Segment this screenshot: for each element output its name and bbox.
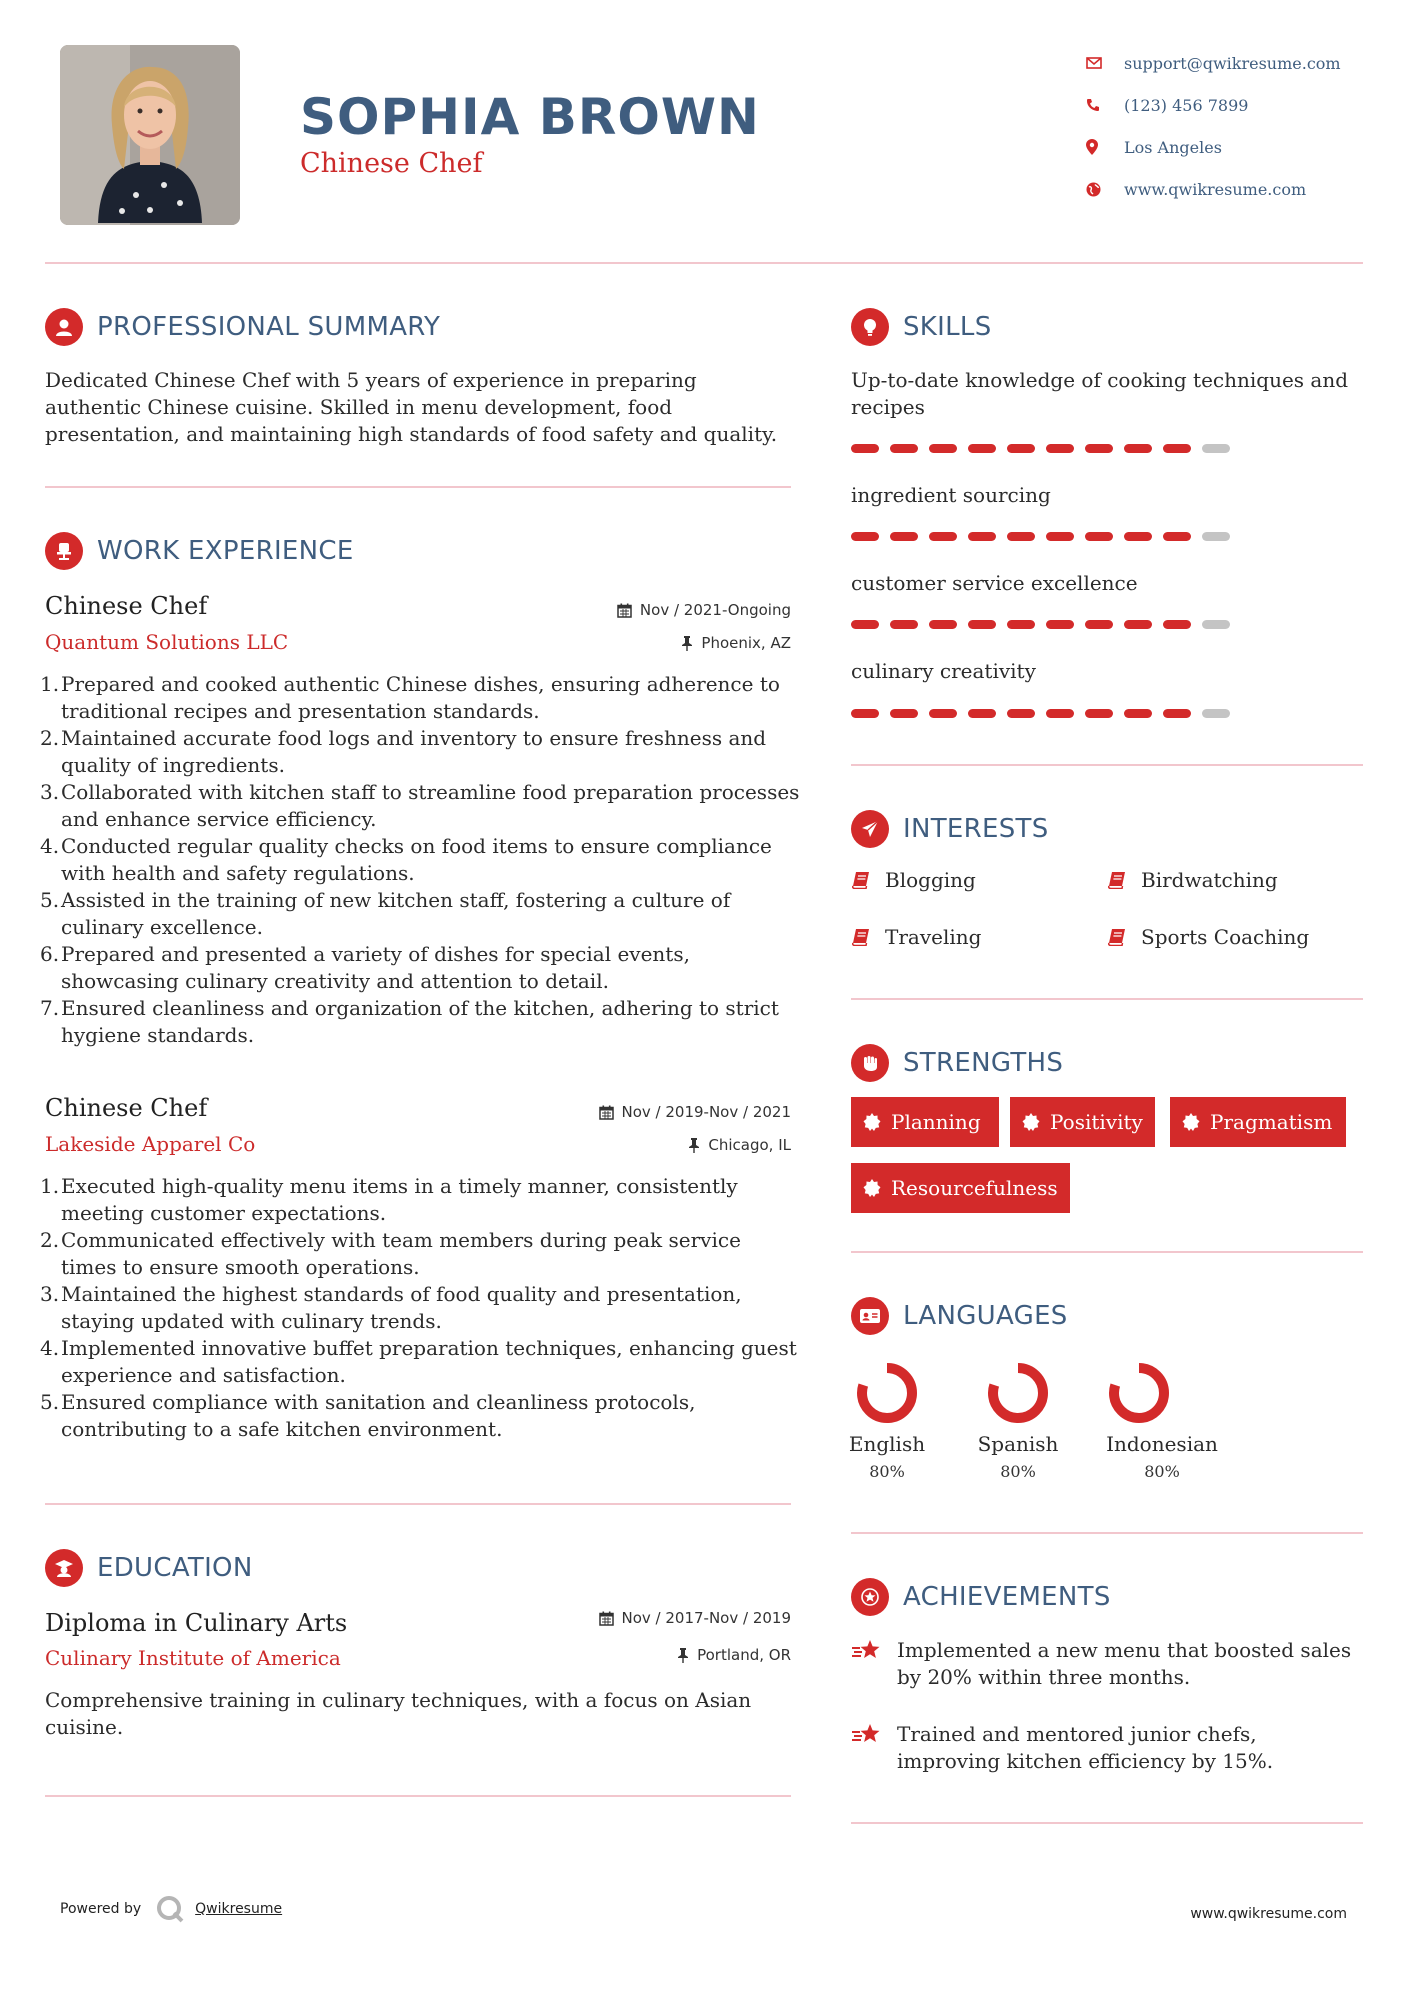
- languages-heading: [851, 1297, 1068, 1335]
- rating-dash-filled: [1163, 444, 1191, 453]
- interest-item: Birdwatching: [1107, 868, 1278, 892]
- contact-location-text: Los Angeles: [1124, 137, 1222, 157]
- list-item: 1. Prepared and cooked authentic Chinese dishes, ensuring adherence to traditional recipes and presentation standards.: [40, 672, 780, 723]
- powered-by-text: Powered by: [60, 1901, 142, 1917]
- rating-dash-filled: [1046, 620, 1074, 629]
- experience-title: WORK EXPERIENCE: [97, 536, 354, 566]
- list-item: 2. Maintained accurate food logs and inventory to ensure freshness and quality of ingredients.: [40, 726, 767, 777]
- skill-1-label: Up-to-date knowledge of cooking techniques and recipes: [851, 368, 1349, 419]
- list-item: 2. Communicated effectively with team members during peak service times to ensure smooth operations.: [40, 1228, 741, 1279]
- location-pin-icon: [1086, 139, 1124, 155]
- badge-icon: [1022, 1113, 1040, 1131]
- strengths-divider: [851, 1251, 1363, 1253]
- language-percent: 80%: [1000, 1462, 1036, 1481]
- interests-title: INTERESTS: [903, 814, 1049, 844]
- rating-dash-filled: [1085, 444, 1113, 453]
- contact-location: [1086, 126, 1406, 168]
- badge-icon: [1182, 1113, 1200, 1131]
- language-item: [845, 1362, 929, 1481]
- rating-dash-filled: [1124, 444, 1152, 453]
- list-item: 7. Ensured cleanliness and organization of the kitchen, adhering to strict hygiene standards.: [40, 996, 779, 1047]
- achievement-item: Implemented a new menu that boosted sales by 20% within three months.: [851, 1637, 1363, 1691]
- paper-plane-icon: [851, 810, 889, 848]
- job-1-company: Quantum Solutions LLC: [45, 630, 289, 654]
- rating-dash-filled: [929, 532, 957, 541]
- contact-email[interactable]: [1086, 42, 1406, 84]
- language-percent: 80%: [1144, 1462, 1180, 1481]
- interests-divider: [851, 998, 1363, 1000]
- rating-dash-filled: [1163, 532, 1191, 541]
- achievements-title: ACHIEVEMENTS: [903, 1582, 1111, 1612]
- calendar-icon: [617, 603, 632, 618]
- rating-dash-filled: [1124, 620, 1152, 629]
- qwikresume-link[interactable]: Qwikresume: [195, 1901, 283, 1917]
- rating-dash-filled: [929, 620, 957, 629]
- rating-dash-empty: [1202, 620, 1230, 629]
- summary-heading: [45, 308, 440, 346]
- job-1-title: Chinese Chef: [45, 592, 208, 620]
- rating-dash-filled: [1085, 620, 1113, 629]
- rating-dash-filled: [968, 620, 996, 629]
- book-icon: [851, 871, 871, 889]
- education-divider: [45, 1795, 791, 1797]
- pushpin-icon: [688, 1138, 700, 1153]
- rating-dash-filled: [890, 444, 918, 453]
- education-school: Culinary Institute of America: [45, 1646, 341, 1670]
- rating-dash-filled: [890, 532, 918, 541]
- rating-dash-filled: [1163, 709, 1191, 718]
- education-location: [480, 1646, 791, 1664]
- rating-dash-filled: [851, 620, 879, 629]
- envelope-icon: [1086, 57, 1124, 69]
- skills-divider: [851, 764, 1363, 766]
- header-divider: [45, 262, 1363, 264]
- language-name: English: [848, 1432, 926, 1456]
- rating-dash-empty: [1202, 444, 1230, 453]
- list-item: 5. Assisted in the training of new kitchen staff, fostering a culture of culinary excellence.: [40, 888, 731, 939]
- experience-divider: [45, 1503, 791, 1505]
- strengths-heading: [851, 1044, 1063, 1082]
- strength-tag: Pragmatism: [1170, 1097, 1346, 1147]
- id-card-icon: [851, 1297, 889, 1335]
- strength-tag: Planning: [851, 1097, 999, 1147]
- skills-title: SKILLS: [903, 312, 992, 342]
- interest-item: Blogging: [851, 868, 976, 892]
- contact-website[interactable]: [1086, 168, 1406, 210]
- list-item: 3. Collaborated with kitchen staff to streamline food preparation processes and enhance service efficiency.: [40, 780, 800, 831]
- summary-divider: [45, 486, 791, 488]
- rating-dash-filled: [1007, 444, 1035, 453]
- languages-divider: [851, 1532, 1363, 1534]
- skill-3-rating: [851, 620, 1230, 629]
- language-item: [976, 1362, 1060, 1481]
- graduate-icon: [45, 1549, 83, 1587]
- calendar-icon: [599, 1105, 614, 1120]
- job-1-location-text: Phoenix, AZ: [701, 634, 791, 652]
- language-item: [1100, 1362, 1224, 1481]
- office-chair-icon: [45, 532, 83, 570]
- profile-photo: [60, 45, 240, 225]
- list-item: 6. Prepared and presented a variety of dishes for special events, showcasing culinary creativity and attention to detail.: [40, 942, 690, 993]
- list-item: 3. Maintained the highest standards of food quality and presentation, staying updated with culinary trends.: [40, 1282, 742, 1333]
- education-title: EDUCATION: [97, 1553, 253, 1583]
- badge-icon: [863, 1113, 881, 1131]
- language-name: Spanish: [977, 1432, 1059, 1456]
- job-1-dates: [480, 601, 791, 619]
- book-icon: [851, 928, 871, 946]
- rating-dash-empty: [1202, 532, 1230, 541]
- rating-dash-filled: [851, 709, 879, 718]
- shooting-star-icon: [851, 1723, 883, 1747]
- skill-4-rating: [851, 709, 1230, 718]
- skill-2-label: ingredient sourcing: [851, 483, 1051, 507]
- job-2-dates-text: Nov / 2019-Nov / 2021: [621, 1103, 791, 1121]
- rating-dash-filled: [1007, 620, 1035, 629]
- education-dates: [480, 1609, 791, 1627]
- contact-website-text: www.qwikresume.com: [1124, 179, 1307, 199]
- job-1-points: [40, 671, 800, 1049]
- rating-dash-filled: [1046, 709, 1074, 718]
- achievements-heading: [851, 1578, 1111, 1616]
- qwikresume-logo-icon: [155, 1894, 185, 1924]
- rating-dash-filled: [929, 444, 957, 453]
- job-2-location: [480, 1136, 791, 1154]
- experience-heading: [45, 532, 354, 570]
- rating-dash-filled: [968, 532, 996, 541]
- fist-icon: [851, 1044, 889, 1082]
- job-2-company: Lakeside Apparel Co: [45, 1132, 256, 1156]
- contact-list: [1086, 42, 1406, 210]
- list-item: 4. Implemented innovative buffet preparation techniques, enhancing guest experience and satisfaction.: [40, 1336, 797, 1387]
- rating-dash-filled: [1085, 709, 1113, 718]
- job-1-location: [480, 634, 791, 652]
- rating-dash-filled: [890, 620, 918, 629]
- rating-dash-empty: [1202, 709, 1230, 718]
- interests-heading: [851, 810, 1049, 848]
- language-progress-ring: [856, 1362, 918, 1424]
- education-heading: [45, 1549, 253, 1587]
- job-2-dates: [480, 1103, 791, 1121]
- strength-tag: Resourcefulness: [851, 1163, 1070, 1213]
- interest-item: Traveling: [851, 925, 981, 949]
- pushpin-icon: [677, 1648, 689, 1663]
- badge-icon: [863, 1179, 881, 1197]
- rating-dash-filled: [968, 709, 996, 718]
- education-text: Comprehensive training in culinary techniques, with a focus on Asian cuisine.: [45, 1688, 752, 1739]
- summary-text: Dedicated Chinese Chef with 5 years of experience in preparing authentic Chinese cuisine. Skilled in menu development, food presentation, and maintaining high standards of food safety and quality.: [45, 368, 778, 446]
- candidate-name: SOPHIA BROWN: [300, 88, 760, 146]
- globe-icon: [1086, 182, 1124, 197]
- language-progress-ring: [987, 1362, 1049, 1424]
- contact-email-text: support@qwikresume.com: [1124, 53, 1341, 73]
- rating-dash-filled: [1085, 532, 1113, 541]
- rating-dash-filled: [851, 532, 879, 541]
- rating-dash-filled: [929, 709, 957, 718]
- achievements-divider: [851, 1822, 1363, 1824]
- skill-3-label: customer service excellence: [851, 571, 1138, 595]
- pushpin-icon: [681, 636, 693, 651]
- rating-dash-filled: [1007, 709, 1035, 718]
- job-2-title: Chinese Chef: [45, 1094, 208, 1122]
- rating-dash-filled: [1163, 620, 1191, 629]
- rating-dash-filled: [1046, 532, 1074, 541]
- lightbulb-icon: [851, 308, 889, 346]
- achievement-item: Trained and mentored junior chefs, improving kitchen efficiency by 15%.: [851, 1721, 1363, 1775]
- language-name: Indonesian: [1106, 1432, 1218, 1456]
- languages-title: LANGUAGES: [903, 1301, 1068, 1331]
- candidate-role: Chinese Chef: [300, 148, 483, 179]
- education-dates-text: Nov / 2017-Nov / 2019: [621, 1609, 791, 1627]
- language-percent: 80%: [869, 1462, 905, 1481]
- education-location-text: Portland, OR: [697, 1646, 791, 1664]
- list-item: 5. Ensured compliance with sanitation and cleanliness protocols, contributing to a safe kitchen environment.: [40, 1390, 696, 1441]
- phone-icon: [1086, 98, 1124, 112]
- rating-dash-filled: [1124, 532, 1152, 541]
- rating-dash-filled: [890, 709, 918, 718]
- skills-heading: [851, 308, 992, 346]
- contact-phone-text: (123) 456 7899: [1124, 95, 1249, 115]
- list-item: 1. Executed high-quality menu items in a timely manner, consistently meeting customer expectations.: [40, 1174, 738, 1225]
- rating-dash-filled: [1007, 532, 1035, 541]
- strength-tag: Positivity: [1010, 1097, 1155, 1147]
- strengths-title: STRENGTHS: [903, 1048, 1064, 1078]
- skill-1-rating: [851, 444, 1230, 453]
- job-2-points: [40, 1173, 800, 1443]
- rating-dash-filled: [1046, 444, 1074, 453]
- star-badge-icon: [851, 1578, 889, 1616]
- book-icon: [1107, 871, 1127, 889]
- footer-url[interactable]: www.qwikresume.com: [1190, 1906, 1347, 1922]
- education-degree: Diploma in Culinary Arts: [45, 1609, 348, 1637]
- skill-2-rating: [851, 532, 1230, 541]
- rating-dash-filled: [968, 444, 996, 453]
- interest-item: Sports Coaching: [1107, 925, 1309, 949]
- job-2-location-text: Chicago, IL: [708, 1136, 791, 1154]
- skill-4-label: culinary creativity: [851, 659, 1036, 683]
- summary-title: PROFESSIONAL SUMMARY: [97, 312, 441, 342]
- rating-dash-filled: [1124, 709, 1152, 718]
- contact-phone[interactable]: [1086, 84, 1406, 126]
- calendar-icon: [599, 1611, 614, 1626]
- shooting-star-icon: [851, 1639, 883, 1663]
- job-1-dates-text: Nov / 2021-Ongoing: [639, 601, 791, 619]
- footer-powered-by: [60, 1894, 282, 1924]
- rating-dash-filled: [851, 444, 879, 453]
- book-icon: [1107, 928, 1127, 946]
- list-item: 4. Conducted regular quality checks on food items to ensure compliance with health and safety regulations.: [40, 834, 772, 885]
- person-icon: [45, 308, 83, 346]
- language-progress-ring: [1108, 1362, 1170, 1424]
